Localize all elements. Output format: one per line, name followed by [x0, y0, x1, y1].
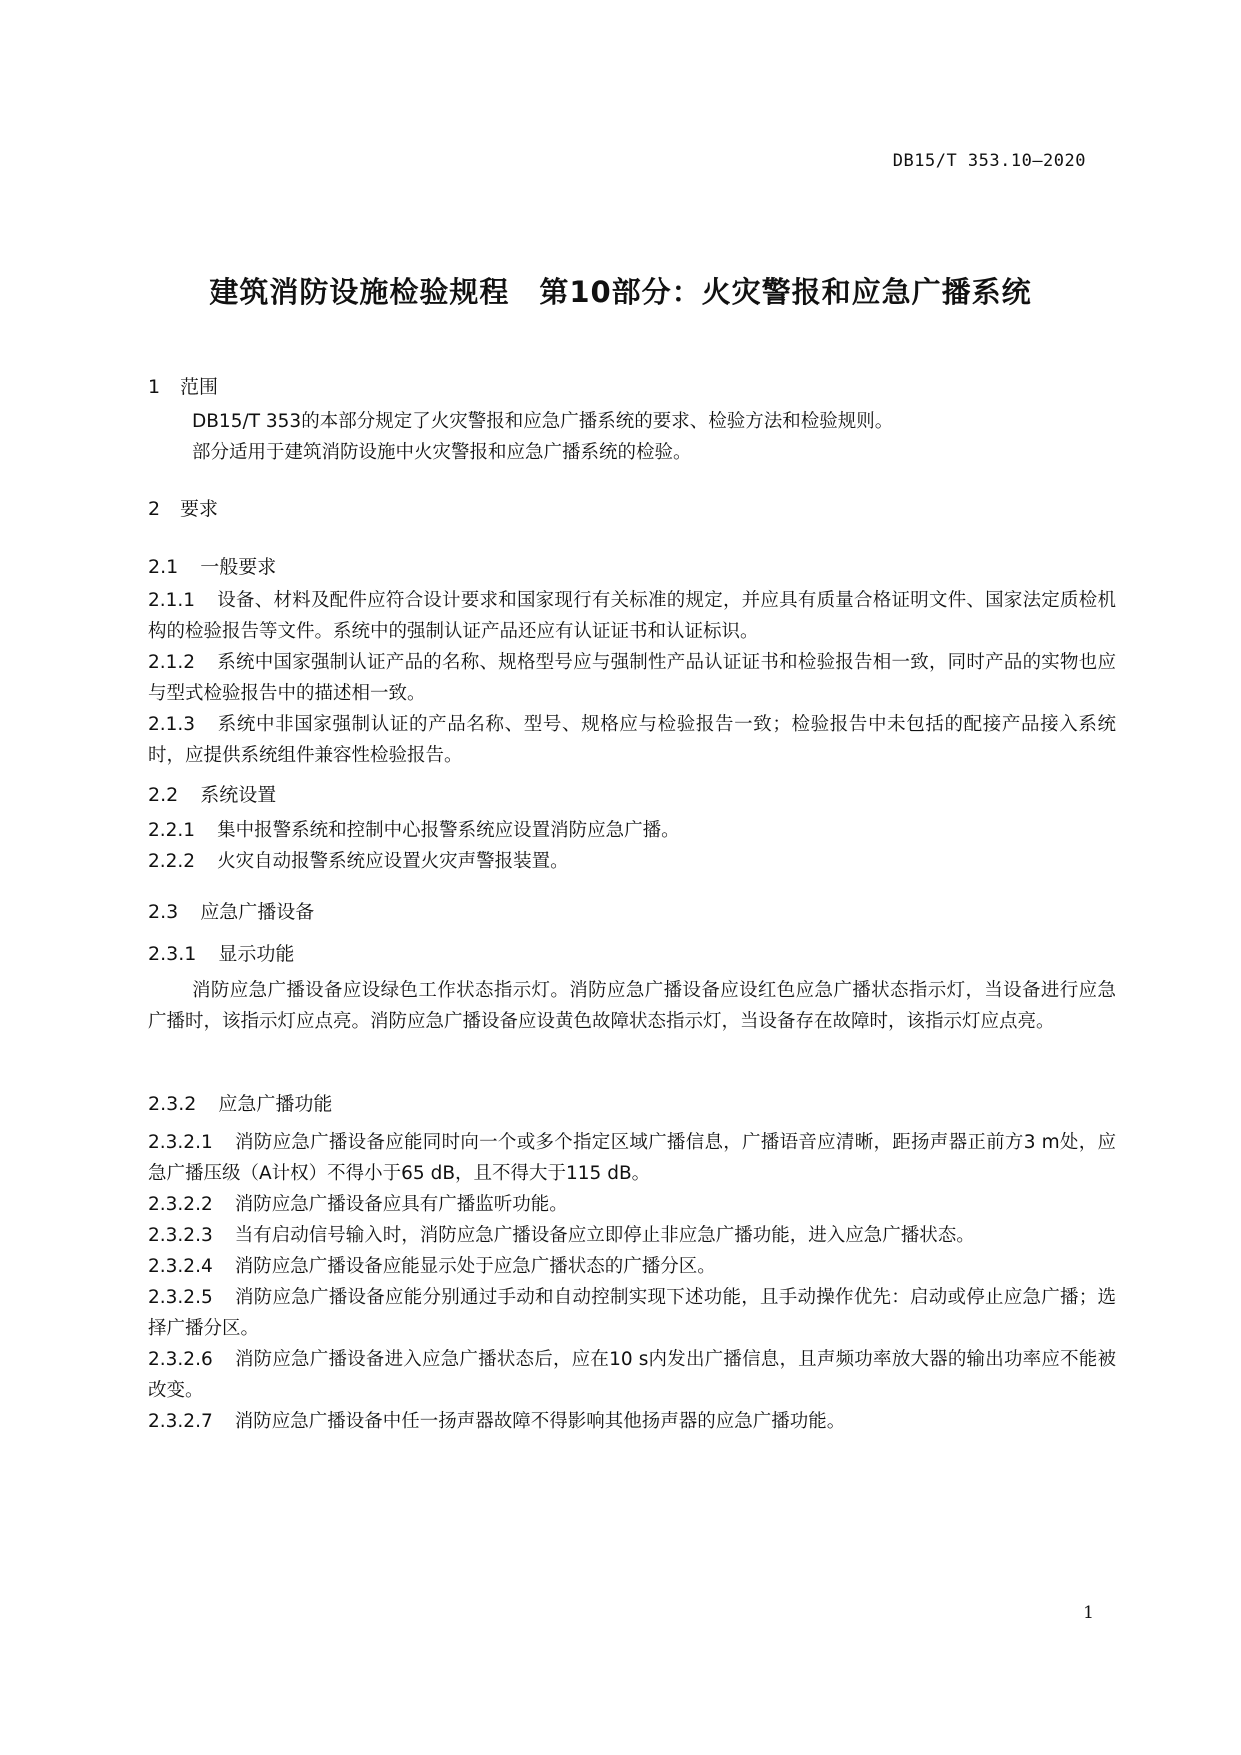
clause-number: 2.1.3 [148, 714, 196, 735]
subsection-heading [148, 780, 276, 807]
clause [148, 1220, 1116, 1251]
page-number: 1 [1083, 1603, 1094, 1623]
clause-text: 系统中国家强制认证产品的名称、规格型号应与强制性产品认证证书和检验报告相一致，同时产品的实物也应与型式检验报告中的描述相一致。 [148, 652, 1116, 704]
section-number: 2 [148, 498, 161, 520]
paragraph: 消防应急广播设备应设绿色工作状态指示灯。消防应急广播设备应设红色应急广播状态指示灯，当设备进行应急广播时，该指示灯应点亮。消防应急广播设备应设黄色故障状态指示灯，当设备存在故障时，该指示灯应点亮。 [148, 980, 1116, 1032]
clause [148, 1344, 1116, 1406]
clause-number: 2.3.2.3 [148, 1225, 213, 1246]
clause-text: 集中报警系统和控制中心报警系统应设置消防应急广播。 [217, 820, 680, 841]
clause-text: 当有启动信号输入时，消防应急广播设备应立即停止非应急广播功能，进入应急广播状态。 [234, 1225, 975, 1246]
clause-text: 系统中非国家强制认证的产品名称、型号、规格应与检验报告一致；检验报告中未包括的配接产品接入系统时，应提供系统组件兼容性检验报告。 [148, 714, 1116, 766]
subsection-heading [148, 939, 294, 966]
clause-text: 消防应急广播设备应能同时向一个或多个指定区域广播信息，广播语音应清晰，距扬声器正前方3 m处，应急广播压级（A计权）不得小于65 dB，且不得大于115 dB。 [148, 1132, 1116, 1184]
clause-number: 2.2.2 [148, 851, 196, 872]
subsection-title: 显示功能 [218, 943, 295, 965]
clause [148, 585, 1116, 647]
clause [148, 1189, 1116, 1220]
clause-text: 消防应急广播设备应能显示处于应急广播状态的广播分区。 [234, 1256, 716, 1277]
subsection-heading [148, 552, 276, 579]
clause [148, 1282, 1116, 1344]
paragraph: 部分适用于建筑消防设施中火灾警报和应急广播系统的检验。 [192, 442, 692, 463]
section-heading [148, 372, 218, 399]
paragraph: DB15/T 353的本部分规定了火灾警报和应急广播系统的要求、检验方法和检验规则。 [192, 411, 894, 432]
clause-number: 2.1.1 [148, 590, 196, 611]
clause [148, 846, 1116, 877]
clause-text: 设备、材料及配件应符合设计要求和国家现行有关标准的规定，并应具有质量合格证明文件、国家法定质检机构的检验报告等文件。系统中的强制认证产品还应有认证证书和认证标识。 [148, 590, 1116, 642]
clause-text: 消防应急广播设备应具有广播监听功能。 [234, 1194, 568, 1215]
clause-number: 2.3.2.1 [148, 1132, 213, 1153]
subsection-number: 2.3 [148, 901, 179, 923]
clause-text: 消防应急广播设备应能分别通过手动和自动控制实现下述功能，且手动操作优先：启动或停止应急广播；选择广播分区。 [148, 1287, 1116, 1339]
clause [148, 1251, 1116, 1282]
subsection-number: 2.3.1 [148, 943, 197, 965]
clause-text: 消防应急广播设备中任一扬声器故障不得影响其他扬声器的应急广播功能。 [234, 1411, 846, 1432]
clause-text: 消防应急广播设备进入应急广播状态后，应在10 s内发出广播信息，且声频功率放大器的输出功率应不能被改变。 [148, 1349, 1116, 1401]
subsection-title: 应急广播设备 [200, 901, 315, 923]
clause [148, 709, 1116, 771]
document-title: 建筑消防设施检验规程 第10部分：火灾警报和应急广播系统 [209, 275, 1032, 309]
subsection-number: 2.2 [148, 784, 179, 806]
section-title: 要求 [180, 498, 219, 520]
clause-number: 2.3.2.2 [148, 1194, 213, 1215]
subsection-title: 一般要求 [200, 556, 277, 578]
clause-number: 2.3.2.6 [148, 1349, 213, 1370]
subsection-title: 系统设置 [200, 784, 277, 806]
standard-number: DB15/T 353.10—2020 [892, 151, 1086, 171]
clause [148, 647, 1116, 709]
clause-text: 火灾自动报警系统应设置火灾声警报装置。 [217, 851, 569, 872]
section-number: 1 [148, 376, 161, 398]
subsection-number: 2.1 [148, 556, 179, 578]
subsection-heading [148, 1089, 332, 1116]
clause [148, 815, 1116, 846]
subsection-number: 2.3.2 [148, 1093, 197, 1115]
section-title: 范围 [180, 376, 219, 398]
subsection-heading [148, 897, 314, 924]
clause-number: 2.3.2.7 [148, 1411, 213, 1432]
clause-number: 2.3.2.5 [148, 1287, 213, 1308]
section-heading [148, 494, 218, 521]
subsection-title: 应急广播功能 [218, 1093, 333, 1115]
clause-number: 2.1.2 [148, 652, 196, 673]
clause [148, 1406, 1116, 1437]
clause [148, 1127, 1116, 1189]
clause-number: 2.2.1 [148, 820, 196, 841]
clause-number: 2.3.2.4 [148, 1256, 213, 1277]
